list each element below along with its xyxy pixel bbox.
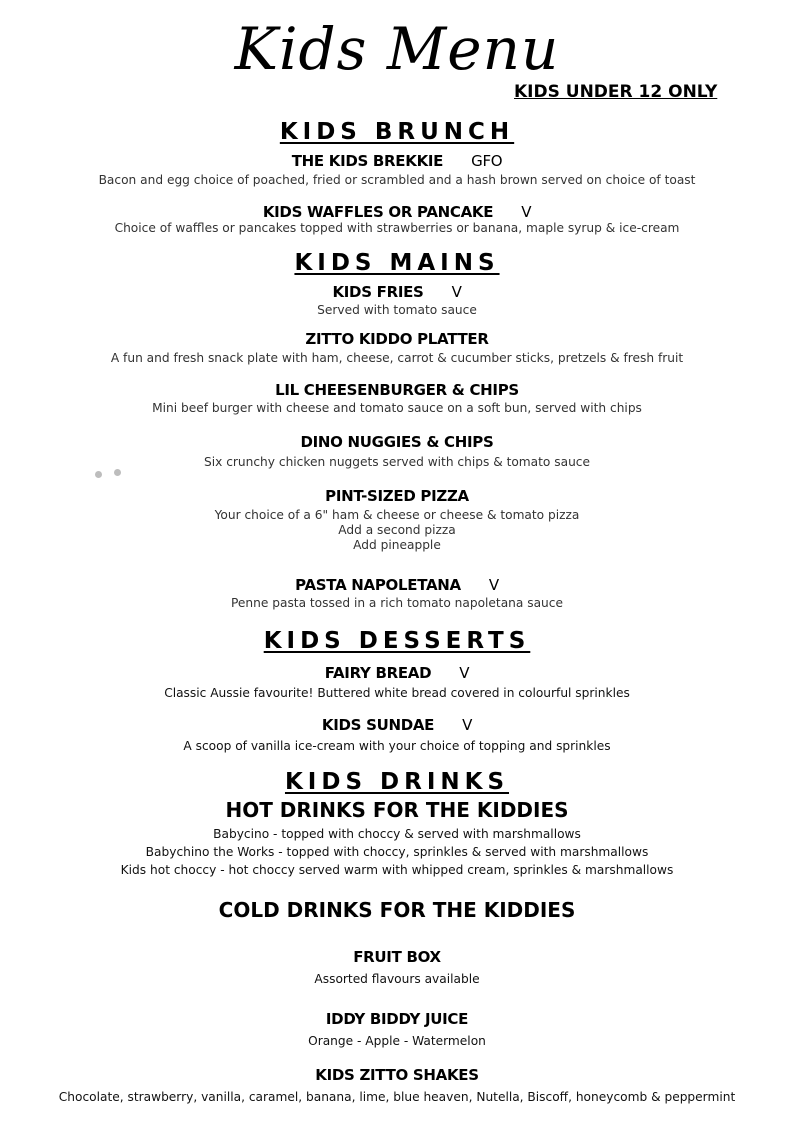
item-description: Bacon and egg choice of poached, fried or scrambled and a hash brown served on choice of toast	[98, 173, 696, 187]
menu-item-dino-nuggies: DINO NUGGIES & CHIPS	[300, 433, 494, 451]
section-heading-drinks: KIDS DRINKS	[284, 769, 510, 795]
menu-item-kids-shakes: KIDS ZITTO SHAKES	[315, 1066, 479, 1084]
cold-drinks-heading: COLD DRINKS FOR THE KIDDIES	[218, 898, 576, 922]
item-name: PASTA NAPOLETANA	[295, 576, 461, 594]
menu-item-kids-fries	[0, 282, 794, 302]
menu-item-iddy-biddy-juice: IDDY BIDDY JUICE	[325, 1010, 469, 1028]
dietary-tag: V	[521, 203, 532, 221]
menu-item-kids-waffles	[0, 202, 794, 222]
menu-item-fairy-bread	[0, 663, 794, 683]
item-description: Chocolate, strawberry, vanilla, caramel, banana, lime, blue heaven, Nutella, Biscoff, honeycomb & peppermint	[58, 1090, 736, 1104]
item-description: Orange - Apple - Watermelon	[308, 1034, 486, 1048]
menu-item-kiddo-platter: ZITTO KIDDO PLATTER	[305, 330, 489, 348]
decorative-dot	[95, 471, 102, 478]
item-description: Penne pasta tossed in a rich tomato napoletana sauce	[231, 596, 563, 610]
dietary-tag: V	[488, 576, 499, 594]
item-addon: Add a second pizza	[338, 523, 456, 537]
age-restriction-note: KIDS UNDER 12 ONLY	[514, 82, 718, 102]
menu-item-cheeseburger: LIL CHEESENBURGER & CHIPS	[275, 381, 519, 399]
decorative-dot	[114, 469, 121, 476]
section-heading-mains: KIDS MAINS	[294, 250, 500, 276]
item-description: Classic Aussie favourite! Buttered white bread covered in colourful sprinkles	[164, 686, 630, 700]
item-description: Served with tomato sauce	[317, 303, 477, 317]
menu-item-pint-sized-pizza: PINT-SIZED PIZZA	[325, 487, 469, 505]
hot-drink-line: Babychino the Works - topped with choccy, sprinkles & served with marshmallows	[145, 845, 649, 859]
item-description: Assorted flavours available	[314, 972, 480, 986]
item-name: KIDS SUNDAE	[321, 716, 435, 734]
hot-drink-line: Kids hot choccy - hot choccy served warm with whipped cream, sprinkles & marshmallows	[120, 863, 674, 877]
section-heading-brunch: KIDS BRUNCH	[279, 119, 515, 145]
item-description: Mini beef burger with cheese and tomato sauce on a soft bun, served with chips	[152, 401, 642, 415]
item-name: THE KIDS BREKKIE	[291, 152, 444, 170]
item-name: FAIRY BREAD	[324, 664, 432, 682]
item-description: Six crunchy chicken nuggets served with chips & tomato sauce	[203, 455, 591, 469]
menu-item-kids-sundae	[0, 715, 794, 735]
menu-item-fruit-box: FRUIT BOX	[353, 948, 441, 966]
item-description: Your choice of a 6" ham & cheese or cheese & tomato pizza	[214, 508, 580, 522]
dietary-tag: V	[451, 283, 462, 301]
dietary-tag: V	[462, 716, 473, 734]
hot-drink-line: Babycino - topped with choccy & served with marshmallows	[213, 827, 581, 841]
dietary-tag: V	[459, 664, 470, 682]
hot-drinks-heading: HOT DRINKS FOR THE KIDDIES	[225, 798, 569, 822]
menu-item-kids-brekkie	[0, 151, 794, 171]
item-description: A scoop of vanilla ice-cream with your choice of topping and sprinkles	[183, 739, 611, 753]
menu-item-pasta-napoletana	[0, 575, 794, 595]
item-addon: Add pineapple	[353, 538, 441, 552]
dietary-tag: GFO	[471, 152, 503, 170]
item-description: Choice of waffles or pancakes topped with strawberries or banana, maple syrup & ice-cream	[114, 221, 680, 235]
item-name: KIDS WAFFLES OR PANCAKE	[262, 203, 494, 221]
item-description: A fun and fresh snack plate with ham, cheese, carrot & cucumber sticks, pretzels & fresh fruit	[110, 351, 684, 365]
item-name: KIDS FRIES	[332, 283, 424, 301]
section-heading-desserts: KIDS DESSERTS	[263, 628, 531, 654]
menu-title: Kids Menu	[234, 15, 560, 83]
